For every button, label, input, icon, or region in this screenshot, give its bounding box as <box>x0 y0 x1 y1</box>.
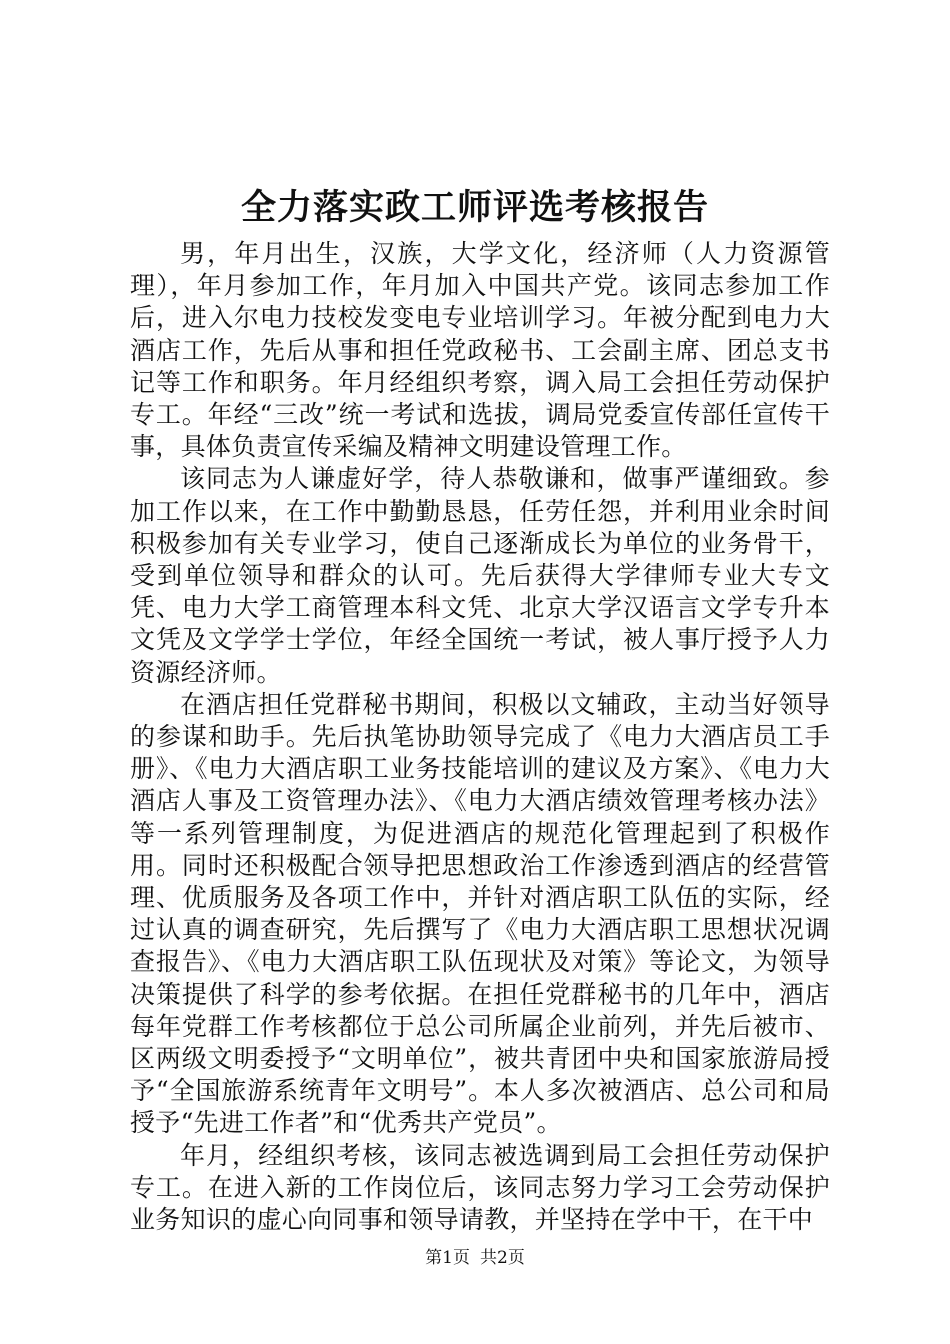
page-footer <box>0 1247 950 1269</box>
body-paragraph: 在酒店担任党群秘书期间，积极以文辅政，主动当好领导的参谋和助手。先后执笔协助领导完成了《电力大酒店员工手册》、《电力大酒店职工业务技能培训的建议及方案》、《电力大酒店人事及工资管理办法》、《电力大酒店绩效管理考核办法》等一系列管理制度，为促进酒店的规范化管理起到了积极作用。同时还积极配合领导把思想政治工作渗透到酒店的经营管理、优质服务及各项工作中，并针对酒店职工队伍的实际，经过认真的调查研究，先后撰写了《电力大酒店职工思想状况调查报告》、《电力大酒店职工队伍现状及对策》等论文，为领导决策提供了科学的参考依据。在担任党群秘书的几年中，酒店每年党群工作考核都位于总公司所属企业前列，并先后被市、区两级文明委授予“文明单位”，被共青团中央和国家旅游局授予“全国旅游系统青年文明号”。本人多次被酒店、总公司和局授予“先进工作者”和“优秀共产党员”。 <box>130 689 830 1138</box>
body-paragraph: 年月，经组织考核，该同志被选调到局工会担任劳动保护专工。在进入新的工作岗位后，该同志努力学习工会劳动保护业务知识的虚心向同事和领导请教，并坚持在学中干，在干中 <box>130 1140 830 1235</box>
document-title: 全力落实政工师评选考核报告 <box>240 187 709 228</box>
body-paragraph: 该同志为人谦虚好学，待人恭敬谦和，做事严谨细致。参加工作以来，在工作中勤勤恳恳，任劳任怨，并利用业余时间积极参加有关专业学习，使自己逐渐成长为单位的业务骨干，受到单位领导和群众的认可。先后获得大学律师专业大专文凭、电力大学工商管理本科文凭、北京大学汉语言文学专升本文凭及文学学士学位，年经全国统一考试，被人事厅授予人力资源经济师。 <box>130 464 830 687</box>
document-body <box>130 238 830 1236</box>
page-total: 共2页 <box>480 1248 525 1268</box>
page-number: 第1页 <box>425 1248 470 1268</box>
body-paragraph: 男，年月出生，汉族，大学文化，经济师（人力资源管理），年月参加工作，年月加入中国共产党。该同志参加工作后，进入尔电力技校发变电专业培训学习。年被分配到电力大酒店工作，先后从事和担任党政秘书、工会副主席、团总支书记等工作和职务。年月经组织考察，调入局工会担任劳动保护专工。年经“三改”统一考试和选拔，调局党委宣传部任宣传干事，具体负责宣传采编及精神文明建设管理工作。 <box>130 239 830 462</box>
